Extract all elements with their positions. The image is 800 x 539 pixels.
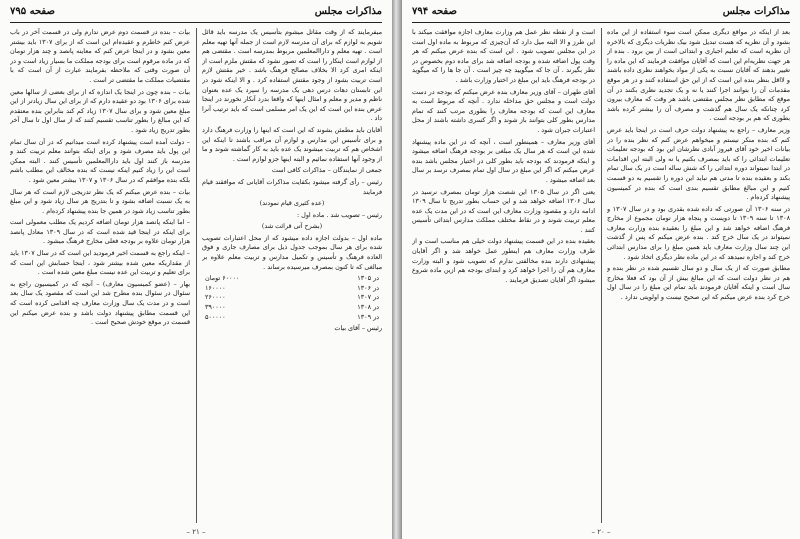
paragraph: بیات – بنده چون در اینجا یک اندازه که از برای بعضی از سالها معین شده برای ۱۳۰۶ بود دو عقیده دارم که از برای این سال زیادتر از این مبلغ معین شود و برای سال ۱۳۰۷ زیاد کم کند بنابراین بنده معتقدم که این مبالغ را بطور تناسب تقسیم کنند که از سال اول تا سال آخر بطور تدریج زیاد شود . [10, 87, 190, 134]
right-page-number: صفحه ۷۹۴ [412, 6, 457, 17]
paragraph: (بشرح آتی قرائت شد) [261, 222, 323, 231]
table-row [202, 274, 382, 284]
left-page-title: مذاکرات مجلس [314, 6, 382, 17]
left-header-rule [10, 22, 382, 23]
paragraph: وزیر معارف – راجع به پیشنهاد دولت حرف است در اینجا باید عرض کنم که بنده منکر نیستم و میخواهم عرض کنم که نظر بنده را در بیانات اخیر خود آقای فیروز آبادی نظرشان این بود که بودجه تعلیمات تعلیمات ابتدائی را که باید بمصرف بکنیم یا نه ولی البته این اقدامات در ابتدا نمیتواند دوره ابتدائی را که شش ساله است در یک سال تمام بکند و بعقیده بنده تا مدتی هم نباید این دوره را تقسیم به دو قسمت کنیم و این مبالغ مطابق تقسیم بندی است که بنده در کمیسیون پیشنهاد کرده‌ام . [607, 125, 790, 202]
left-page [0, 0, 392, 539]
paragraph: آقای طهران – آقای وزیر معارف بنده عرض میکنم که بودجه در دست دولت است و مجلس حق مداخله ندارد . آنچه که مربوط است به معارف این است که بودجه معارف را بطوری مرتب کنند که تمام مدارس بطور کلی بتوانند باز شوند و اگر کسری داشته باشند از محل اعتبارات جبران شود . [412, 87, 595, 134]
left-page-header [10, 6, 382, 22]
paragraph: بهار – (عضو کمیسیون معارف) – آنچه که در کمیسیون راجع به سئوال در سئوال بنده مطرح شد این است که مقصود یک سال بعد است و در مدت یک سال وزارت معارف چه اقدامی کرده است که این قسمت مطابق پیشنهاد دولت باشد و بنده عرض میکنم این قسمت در موقع خودش صحیح است . [10, 279, 190, 327]
paragraph: آقای وزیر معارف – همینطور است ، آنچه که در این ماده پیشنهاد شده این است که هر سال یک مبلغی بر بودجه فرهنگ اضافه میشود و اینکه فرمودند که بودجه باید بطور کلی در اختیار مجلس باشد بنده عرض میکنم که اگر این مبلغ در سال اول تمام بمصرف نرسد بر سال بعد اضافه میشود . [412, 137, 595, 184]
paragraph: میفرمایند که از وقت مقاتل میشوم بتأسیس یک مدرسه باید قائل شویم به لوازم که برای آن مدرسه لازم است از جمله آنها تهیه معلم است . تهیه معلم و داراالمعلمین مربوط بمدرسه است . مقتضی هم از لوازم است اینکار را است که تصور نشود که مقتش ملزم است از اینکه امری کرد الا بخلاف مصالح فرهنگ باشد . خیر مقتش لازم است تربیت بشود از وجود مقتش استفاده کرد . و الا اینکه شود در این تابستان دهات درس دهی یک مدرسه را سپرد یک عده بعنوان ناظم و مدیر و معلم و امثال اینها که واقعا بدرد آنکار نخورند در اینجا عرض بنده این است که این یک امر مسلمی است که باید ترتیب آنرا داد . [202, 28, 382, 123]
table-year: در ۱۳۰۶ [357, 283, 379, 292]
paragraph: – اینکه راجع به قسمت اخیر فرمودید این است که در سال ۱۳۰۷ باید از مقداریکه معین شده بیشتر شود ، اینجا حسابش این است که برای تعلیم و تربیت این عده نیست مبلغ معین شده است . [10, 249, 190, 277]
right-page [402, 0, 800, 539]
right-page-left-column [412, 28, 595, 523]
table-year: در ۱۳۰۷ [357, 293, 379, 302]
right-page-title: مذاکرات مجلس [722, 6, 790, 17]
left-page-right-column [202, 28, 382, 523]
table-amount: ۲۶۰۰۰۰ [205, 293, 226, 302]
table-amount: ۱۶۰۰۰۰ [205, 283, 226, 292]
paragraph: – دولت آمده است پیشنهاد کرده است میدانیم که در آن سال تمام این پول باید مصرف شود و برای اینکه بتوانند معلم تربیت کنند و مدرسه باز کنند اول باید داراالمعلمین تأسیس کنند . البته ممکن است این را زیاد کنیم اینکه نیست که بنده مخالف این مطلب باشم بلکه بنده موافقم که در سال ۱۳۰۶ و ۱۳۰۷ بیشتر معین شود . [10, 137, 190, 184]
table-row [202, 293, 382, 303]
left-page-footer: – ۲۱ – [186, 528, 206, 536]
paragraph: جمعی از نمایندگان – مذاکرات کافی است [271, 166, 382, 175]
paragraph: در سنه ۱۳۰۶ آن صورتی که داده شده بقدری بود و در سال ۱۳۰۷ و ۱۳۰۸ تا سنه ۱۳۰۹ تا دویست و پنجاه هزار تومان مجموع از مخارج فرهنگ اضافه خواهد شد و این مبلغ را بعقیده بنده وزارت معارف نمیتواند در یک سال خرج کند . بنده عرض میکنم که پس از گذشت این چند سال وزارت معارف باید همین مبلغ را برای مدارس ابتدائی خرج کند و اجازه نمیدهد که در این ماده نظر دیگری اتخاذ شود . [607, 204, 790, 261]
book-gutter [392, 0, 402, 539]
paragraph: ماده اول – بدولت اجازه داده میشود که از محل اعتبارات تصویب شده برای هر سال بموجب جدول ذیل برای مصارف جاری و فوق العاده فرهنگ و تأسیس و تکمیل مدارس و تربیت معلم علاوه بر مبالغی که تا کنون بمصرف میرسیده برساند . [202, 233, 382, 271]
table-year: در ۱۳۰۸ [357, 303, 379, 312]
table-amount: ۳۹۰۰۰۰ [205, 303, 226, 312]
paragraph: است و از نقطه نظر عمل هم وزارت معارف اجازه موافقت میکند با این طرز و الا البته میل دارد که آن‌چیزی که مربوط به ماده اول است در این مجلس تصویب شود . این است که بنده عرض میکنم که هر وقت پول اضافه شده و بودجه اضافه شد برای ماده دوم بخصوص در نظر بگیرند . آن جا که میگویید چه چیز است . آن جا ها را که میگوید در بودجه فرهنگ باید این مبلغ در اختیار وزارت باشد . [412, 28, 595, 84]
budget-table [202, 274, 382, 322]
table-year: در ۱۳۰۵ [357, 274, 379, 283]
left-page-number: صفحه ۷۹۵ [10, 6, 55, 17]
right-column-divider [601, 28, 602, 523]
table-year: در ۱۳۰۹ [357, 312, 379, 321]
table-row [202, 284, 382, 294]
paragraph: – اما اینکه پانصد هزار تومان اضافه کردیم یک مطلب معمولی است برای اینکه در اینجا قید شده است که در سال ۱۳۰۹ معادل پانصد هزار تومان علاوه بر بودجه فعلی مخارج فرهنگ میشود . [10, 218, 190, 246]
paragraph: یعنی اگر در سال ۱۳۰۵ این شصت هزار تومان بمصرف نرسید در سال ۱۳۰۶ اضافه خواهد شد و این حساب بطور تدریج تا سال ۱۳۰۹ ادامه دارد و مقصود وزارت معارف این است که در این مدت یک عده معلم تربیت شوند و در نقاط مختلف مملکت مدارس ابتدائی تأسیس کنند . [412, 187, 595, 234]
table-amount: ۶۰۰۰۰ تومان [205, 274, 240, 283]
paragraph: (عده کثیری قیام نمودند) [259, 199, 325, 208]
left-column-divider [196, 28, 197, 523]
right-page-right-column [607, 28, 790, 523]
paragraph: رئیس – رأی گرفته میشود بکفایت مذاکرات آقایانی که موافقند قیام فرمایند [202, 177, 382, 196]
right-page-footer: – ۲۰ – [591, 528, 611, 536]
paragraph: بیات – بنده در قسمت دوم عرض ندارم ولی در قسمت آخر در باب عرض کنم خاطرم و عقیده‌ام این است که از برای ۱۳۰۷ باید بیشتر معین بشود و در اینجا عرض کنم که معاینه پانصد و چند هزار تومان که در ماده مرقوم است برای بودجه مملکت ما بسیار زیاد است و در آن صورت وقتی که ملاحظه بفرمایند عبارت از آن است که با مقتضیات مملکت ما مقتضی تر است . [10, 28, 190, 84]
table-row [202, 313, 382, 323]
table-amount: ۵۰۰۰۰۰ [205, 312, 226, 321]
paragraph: رئیس – آقای بیات [334, 324, 382, 333]
paragraph: بعد از اینکه در مواقع دیگری ممکن است سوء استفاده از این ماده بشود و آن نظریه که هست تبدیل شود بیک نظریات دیگری که بالاخره آن نظریه است که تعلیم اجباری و ابتدائی است از بین برود . بنده از هر جهت نظریه‌ام این است که آقایان موافقت فرمایند که این ماده را تغییر بدهند که آقایان نسبت به یکی از مواد بخواهند نظری داده باشند و لااقل بنظر بنده این است که از این حق استفاده کنند و در هر موقع مقدمات آن را بتوانند اجرا کنند یا نه و یک تجدید نظری بکنند در آن موقع که مطابق نظر مجلس مقتضی باشد هر وقت که معارف بیرون کرد چنانکه یک سال هم گذشت و مصرف آن را بیشتر کرده باشد بطوری که هم بر بودجه است . [607, 28, 790, 123]
left-page-left-column [10, 28, 190, 523]
paragraph: مطابق صورت که از یک سال و دو سال تقسیم شده در نظر بنده و هم در نظر دولت است که این مبالغ بیش از آن بود که فعلا مخارج سال است و اینکه آقایان فرمودند باید تمام این مبلغ را در سال اول خرج کرد بنده عرض میکنم که این صحیح نیست و اولویتی ندارد . [607, 264, 790, 302]
paragraph: بیات – بنده عرض میکنم که یک نظر تدریجی لازم است که هر سال به یک نسبت اضافه بشود و تا بتدریج هر سال زیاد شود و این مبلغ بطور تناسب زیاد شود در همین جا بنده پیشنهاد کرده‌ام . [10, 187, 190, 215]
paragraph: آقایان باید مطمئن بشوند که این است که اینها را وزارت فرهنگ دارد و برای تأسیس این مدارس و لوازم آن مراقب باشند تا اینکه این اشخاص هم که تربیت میشوند یک عده باید به کار گماشته شوند و ما از وجود آنها استفاده نمائیم و البته اینها جزو لوازم است . [202, 125, 382, 163]
table-row [202, 303, 382, 313]
paragraph: رئیس – تصویب شد . ماده اول : [297, 210, 382, 219]
right-page-header [412, 6, 790, 22]
right-header-rule [412, 22, 790, 23]
paragraph: بعقیده بنده در این قسمت پیشنهاد دولت خیلی هم مناسب است و از طرف وزارت معارف هم اینطور عمل خواهد شد و اگر آقایان پیشنهادی دارند بنده مخالفتی ندارم که تصویب شود و البته وزارت معارف هم آن را اجرا خواهد کرد و ابتدای بودجه هم ازین ماده شروع میشود اگر آقایان تصدیق فرمایند . [412, 237, 595, 284]
